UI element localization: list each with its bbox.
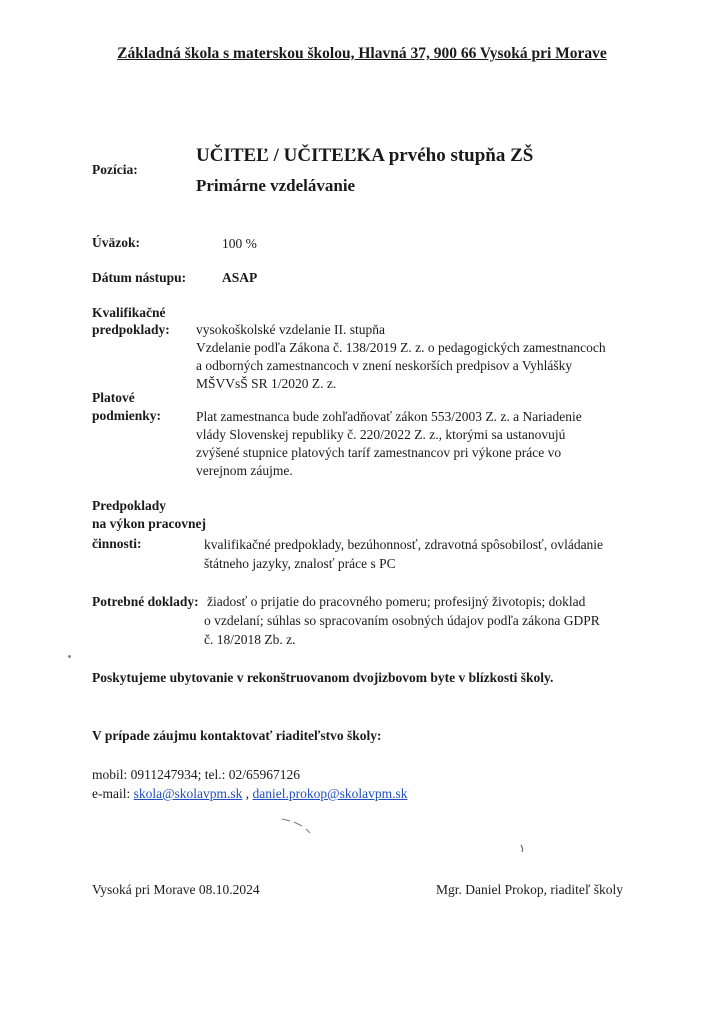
documents-label: Potrebné doklady: [92, 594, 199, 609]
qualification-label-1: Kvalifikačné [92, 305, 166, 320]
qualification-line: MŠVVsŠ SR 1/2020 Z. z. [196, 376, 337, 391]
salary-line: verejnom záujme. [196, 463, 293, 478]
position-subtitle: Primárne vzdelávanie [196, 176, 356, 195]
requirements-label-1: Predpoklady [92, 498, 167, 513]
requirements-line: štátneho jazyky, znalosť práce s PC [204, 556, 396, 571]
qualification-line: vysokoškolské vzdelanie II. stupňa [196, 322, 385, 337]
documents-line: č. 18/2018 Zb. z. [204, 632, 296, 647]
email-link-school[interactable]: skola@skolavpm.sk [133, 786, 243, 801]
qualification-line: Vzdelanie podľa Zákona č. 138/2019 Z. z. o pedagogických zamestnancoch [196, 340, 606, 355]
position-title: UČITEĽ / UČITEĽKA prvého stupňa ZŠ [196, 145, 534, 166]
qualification-line: a odborných zamestnancoch v znení neskorších predpisov a Vyhlášky [196, 358, 573, 373]
documents-line: žiadosť o prijatie do pracovného pomeru; profesijný životopis; doklad [207, 594, 586, 609]
requirements-label-3: činnosti: [92, 536, 142, 551]
housing-note: Poskytujeme ubytovanie v rekonštruovanom dvojizbovom byte v blízkosti školy. [92, 670, 554, 685]
email-link-director[interactable]: daniel.prokop@skolavpm.sk [252, 786, 408, 801]
start-date-value: ASAP [222, 270, 258, 285]
qualification-label-2: predpoklady: [92, 322, 170, 337]
contact-heading: V prípade záujmu kontaktovať riaditeľstvo školy: [92, 728, 382, 743]
scan-mark-2 [518, 842, 528, 854]
contact-phone: mobil: 0911247934; tel.: 02/65967126 [92, 767, 300, 782]
position-label: Pozícia: [92, 162, 138, 177]
documents-line: o vzdelaní; súhlas so spracovaním osobných údajov podľa zákona GDPR [204, 613, 600, 628]
salary-line: zvýšené stupnice platových taríf zamestnancov pri výkone práce vo [196, 445, 562, 460]
workload-label: Úväzok: [92, 235, 140, 250]
requirements-label-2: na výkon pracovnej [92, 516, 207, 531]
email-separator: , [242, 786, 253, 801]
school-header: Základná škola s materskou školou, Hlavná 37, 900 66 Vysoká pri Morave [117, 45, 607, 62]
signature-line: Mgr. Daniel Prokop, riaditeľ školy [436, 882, 623, 897]
requirements-line: kvalifikačné predpoklady, bezúhonnosť, zdravotná spôsobilosť, ovládanie [204, 537, 604, 552]
start-date-label: Dátum nástupu: [92, 270, 187, 285]
scan-squiggle [280, 815, 320, 837]
salary-line: Plat zamestnanca bude zohľadňovať zákon 553/2003 Z. z. a Nariadenie [196, 409, 582, 424]
place-date: Vysoká pri Morave 08.10.2024 [92, 882, 260, 897]
salary-label-2: podmienky: [92, 408, 162, 423]
salary-line: vlády Slovenskej republiky č. 220/2022 Z. z., ktorými sa ustanovujú [196, 427, 566, 442]
salary-label-1: Platové [92, 390, 135, 405]
email-prefix: e-mail: [92, 786, 134, 801]
scan-mark [68, 655, 71, 658]
workload-value: 100 % [222, 236, 257, 251]
contact-email-line [92, 785, 407, 803]
